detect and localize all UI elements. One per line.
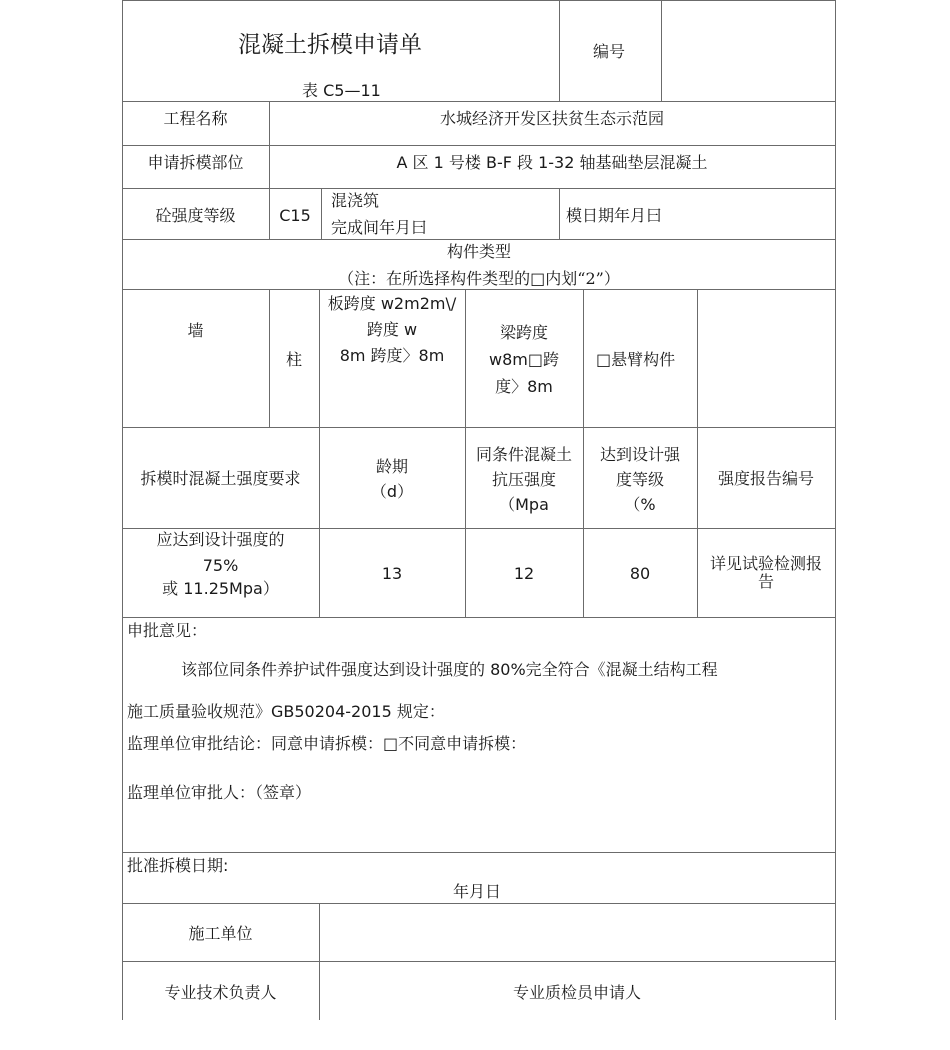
comp-strength-label-3: （Mpa xyxy=(499,495,549,514)
component-wall: 墙 xyxy=(187,321,204,340)
form-title: 混凝土拆模申请单 xyxy=(238,32,422,58)
strength-report-label: 强度报告编号 xyxy=(717,469,814,488)
construction-unit-label: 施工单位 xyxy=(188,924,253,943)
tech-lead-label: 专业技术负责人 xyxy=(164,983,277,1002)
grade-value: C15 xyxy=(279,206,311,225)
comp-strength-value: 12 xyxy=(513,564,535,583)
component-beam-line-3: 度〉8m xyxy=(495,377,553,396)
approve-date-label: 批准拆模日期: xyxy=(127,856,229,875)
age-label-2: （d） xyxy=(370,482,414,501)
component-beam-line-2: w8m□跨 xyxy=(489,350,559,369)
strength-report-line-1: 详见试验检测报 xyxy=(709,554,822,573)
required-strength-line-1: 应达到设计强度的 xyxy=(156,530,285,549)
pour-complete-label-2: 完成间年月曰 xyxy=(331,218,428,237)
comp-strength-label-2: 抗压强度 xyxy=(491,470,556,489)
project-name-value: 水城经济开发区扶贫生态示范园 xyxy=(439,109,664,128)
number-label: 编号 xyxy=(593,42,626,61)
form-removal-date-label: 模日期年月曰 xyxy=(566,206,663,225)
project-name-label: 工程名称 xyxy=(163,109,228,128)
comp-strength-label-1: 同条件混凝土 xyxy=(475,445,572,464)
design-ratio-label-1: 达到设计强 xyxy=(599,445,680,464)
component-type-title: 构件类型 xyxy=(446,242,511,261)
component-column: 柱 xyxy=(285,350,302,369)
component-cantilever: □悬臂构件 xyxy=(596,350,676,369)
required-strength-line-3: 或 11.25Mpa） xyxy=(162,579,279,598)
age-value: 13 xyxy=(381,564,403,583)
form-part-label: 申请拆模部位 xyxy=(147,153,244,172)
qc-applicant-label: 专业质检员申请人 xyxy=(512,983,641,1002)
approval-opinion-line-2: 施工质量验收规范》GB50204-2015 规定： xyxy=(127,702,445,721)
form-part-value: A 区 1 号楼 B-F 段 1-32 轴基础垫层混凝土 xyxy=(396,153,708,172)
approval-opinion-label: 申批意见： xyxy=(127,621,208,640)
supervision-conclusion: 监理单位审批结论：同意申请拆模：□不同意申请拆模： xyxy=(127,734,527,753)
approval-opinion-line-1: 该部位同条件养护试件强度达到设计强度的 80%完全符合《混凝土结构工程 xyxy=(181,660,718,679)
supervision-approver: 监理单位审批人：（签章） xyxy=(127,783,312,802)
component-type-note: （注：在所选择构件类型的□内划“2”） xyxy=(338,269,620,288)
required-strength-line-2: 75% xyxy=(202,556,239,575)
pour-complete-label-1: 混浇筑 xyxy=(331,191,380,210)
component-slab-line-3: 8m 跨度〉8m xyxy=(339,346,445,365)
component-beam-line-1: 梁跨度 xyxy=(499,323,548,342)
component-slab-line-2: 跨度 w xyxy=(366,320,418,339)
approve-date-ymd: 年月日 xyxy=(453,882,502,901)
design-ratio-label-3: （% xyxy=(624,495,656,514)
form-code: 表 C5—11 xyxy=(302,81,381,100)
design-ratio-label-2: 度等级 xyxy=(615,470,664,489)
component-slab-line-1: 板跨度 w2m2m\/ xyxy=(327,294,457,313)
strength-requirement-label: 拆模时混凝土强度要求 xyxy=(140,469,301,488)
grade-label: 砼强度等级 xyxy=(155,206,236,225)
strength-report-line-2: 告 xyxy=(757,572,774,591)
design-ratio-value: 80 xyxy=(629,564,651,583)
age-label-1: 龄期 xyxy=(375,457,408,476)
